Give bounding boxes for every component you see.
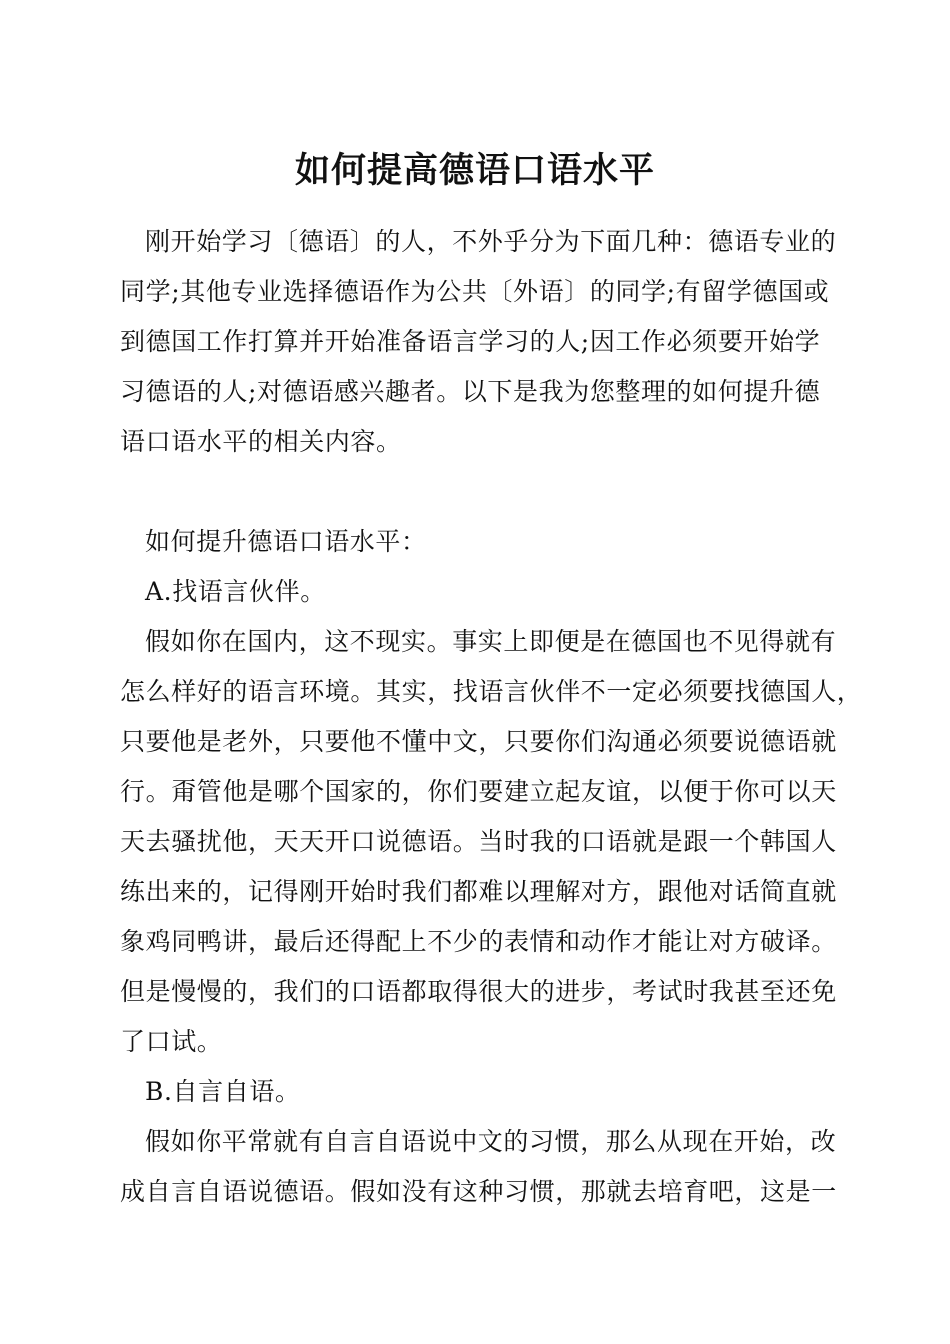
document-title: 如何提高德语口语水平: [294, 150, 655, 191]
subheading-a: A.找语言伙伴。: [145, 577, 326, 606]
subheading-b: B.自言自语。: [145, 1077, 301, 1106]
paragraph-line: 象鸡同鸭讲，最后还得配上不少的表情和动作才能让对方破译。: [120, 927, 837, 956]
paragraph-line: 但是慢慢的，我们的口语都取得很大的进步，考试时我甚至还免: [120, 977, 837, 1006]
paragraph-line: 行。甭管他是哪个国家的，你们要建立起友谊，以便于你可以天: [120, 777, 837, 806]
paragraph-line: 刚开始学习〔德语〕的人，不外乎分为下面几种：德语专业的: [145, 227, 837, 256]
paragraph-line: 习德语的人;对德语感兴趣者。以下是我为您整理的如何提升德: [120, 377, 821, 406]
paragraph-line: 了口试。: [120, 1027, 223, 1056]
paragraph-line: 假如你平常就有自言自语说中文的习惯，那么从现在开始，改: [145, 1127, 837, 1156]
paragraph-line: 练出来的，记得刚开始时我们都难以理解对方，跟他对话简直就: [120, 877, 837, 906]
paragraph-line: 天去骚扰他，天天开口说德语。当时我的口语就是跟一个韩国人: [120, 827, 837, 856]
paragraph-line: 同学;其他专业选择德语作为公共〔外语〕的同学;有留学德国或: [120, 277, 830, 306]
paragraph-line: 怎么样好的语言环境。其实，找语言伙伴不一定必须要找德国人，: [120, 677, 863, 706]
section-heading: 如何提升德语口语水平：: [145, 527, 427, 556]
paragraph-line: 成自言自语说德语。假如没有这种习惯，那就去培育吧，这是一: [120, 1177, 837, 1206]
paragraph-line: 语口语水平的相关内容。: [120, 427, 402, 456]
paragraph-line: 到德国工作打算并开始准备语言学习的人;因工作必须要开始学: [120, 327, 821, 356]
paragraph-line: 只要他是老外，只要他不懂中文，只要你们沟通必须要说德语就: [120, 727, 837, 756]
paragraph-line: 假如你在国内，这不现实。事实上即便是在德国也不见得就有: [145, 627, 837, 656]
